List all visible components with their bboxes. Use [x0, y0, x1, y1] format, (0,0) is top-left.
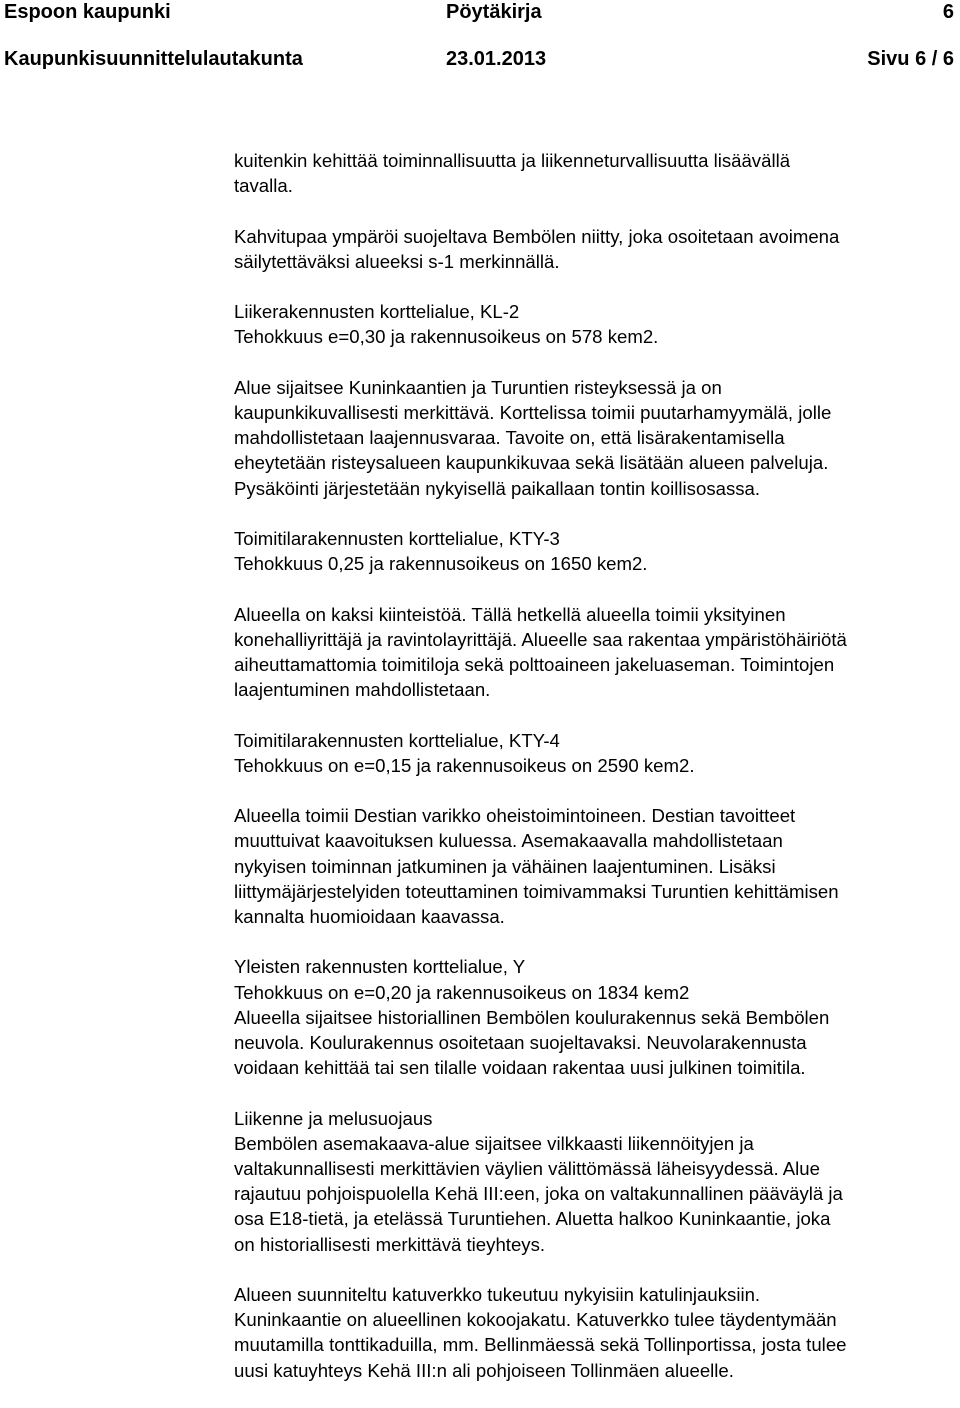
text-line: valtakunnallisesti merkittävien väylien välittömässä läheisyydessä. Alue: [234, 1157, 820, 1179]
text-line: muuttuivat kaavoituksen kuluessa. Asemakaavalla mahdollistetaan: [234, 830, 783, 852]
paragraph: [234, 954, 956, 1080]
text-line: neuvola. Koulurakennus osoitetaan suojeltavaksi. Neuvolarakennusta: [234, 1031, 807, 1053]
header-row-bottom: [4, 47, 954, 72]
text-line: voidaan kehittää tai sen tilalle voidaan rakentaa uusi julkinen toimitila.: [234, 1057, 806, 1079]
text-line: muutamilla tonttikaduilla, mm. Bellinmäessä sekä Tollinportissa, josta tulee: [234, 1334, 847, 1356]
text-line: Tehokkuus e=0,30 ja rakennusoikeus on 578 kem2.: [234, 326, 659, 348]
text-line: Pysäköinti järjestetään nykyisellä paikallaan tontin koillisosassa.: [234, 477, 761, 499]
text-line: Bembölen asemakaava-alue sijaitsee vilkkaasti liikennöityjen ja: [234, 1132, 754, 1154]
document-type: Pöytäkirja: [446, 1, 542, 23]
text-line: nykyisen toiminnan jatkuminen ja vähäinen laajentuminen. Lisäksi: [234, 855, 776, 877]
text-line: tavalla.: [234, 175, 293, 197]
meeting-date: 23.01.2013: [446, 48, 547, 70]
text-line: mahdollistetaan laajennusvaraa. Tavoite on, että lisärakentamisella: [234, 427, 785, 449]
text-line: Liikenne ja melusuojaus: [234, 1107, 433, 1129]
text-line: uusi katuyhteys Kehä III:n ali pohjoiseen Tollinmäen alueelle.: [234, 1359, 734, 1381]
text-line: Alueen suunniteltu katuverkko tukeutuu nykyisiin katulinjauksiin.: [234, 1283, 761, 1305]
committee-name: Kaupunkisuunnittelulautakunta: [4, 48, 303, 70]
paragraph: [234, 375, 956, 501]
text-line: on historiallisesti merkittävä tieyhteys.: [234, 1233, 546, 1255]
text-line: Toimitilarakennusten korttelialue, KTY-4: [234, 729, 560, 751]
text-line: Tehokkuus on e=0,15 ja rakennusoikeus on 2590 kem2.: [234, 754, 695, 776]
text-line: kannalta huomioidaan kaavassa.: [234, 905, 505, 927]
text-line: eheytetään risteysalueen kaupunkikuvaa sekä lisätään alueen palveluja.: [234, 452, 829, 474]
text-line: Alueella sijaitsee historiallinen Bembölen koulurakennus sekä Bembölen: [234, 1006, 830, 1028]
text-line: Alueella on kaksi kiinteistöä. Tällä hetkellä alueella toimii yksityinen: [234, 603, 786, 625]
paragraph: [234, 1282, 956, 1383]
text-line: Yleisten rakennusten korttelialue, Y: [234, 956, 526, 978]
paragraph: [234, 526, 956, 576]
text-line: kaupunkikuvallisesti merkittävä. Korttelissa toimii puutarhamyymälä, jolle: [234, 401, 832, 423]
text-line: kuitenkin kehittää toiminnallisuutta ja liikenneturvallisuutta lisäävällä: [234, 150, 791, 171]
text-line: laajentuminen mahdollistetaan.: [234, 679, 491, 701]
text-line: rajautuu pohjoispuolella Kehä III:een, joka on valtakunnallinen pääväylä ja: [234, 1183, 843, 1205]
text-line: säilytettäväksi alueeksi s-1 merkinnällä.: [234, 250, 560, 272]
text-line: Toimitilarakennusten korttelialue, KTY-3: [234, 527, 560, 549]
text-line: Alue sijaitsee Kuninkaantien ja Turuntien risteyksessä ja on: [234, 376, 722, 398]
organization-name: Espoon kaupunki: [4, 1, 171, 23]
paragraph: [234, 1106, 956, 1257]
paragraph: [234, 148, 956, 198]
page-header: [4, 0, 954, 72]
text-line: konehalliyrittäjä ja ravintolayrittäjä. Alueelle saa rakentaa ympäristöhäiriötä: [234, 628, 847, 650]
text-line: liittymäjärjestelyiden toteuttaminen toimivammaksi Turuntien kehittämisen: [234, 880, 839, 902]
document-body: [234, 148, 956, 1408]
page-number: Sivu 6 / 6: [867, 48, 954, 70]
text-line: Liikerakennusten korttelialue, KL-2: [234, 301, 520, 323]
text-line: Tehokkuus 0,25 ja rakennusoikeus on 1650 kem2.: [234, 553, 648, 575]
paragraph: [234, 728, 956, 778]
text-line: Alueella toimii Destian varikko oheistoimintoineen. Destian tavoitteet: [234, 805, 796, 827]
paragraph: [234, 224, 956, 274]
text-line: Kuninkaantie on alueellinen kokoojakatu. Katuverkko tulee täydentymään: [234, 1309, 837, 1331]
header-row-top: [4, 0, 954, 25]
paragraph: [234, 299, 956, 349]
text-line: osa E18-tietä, ja etelässä Turuntiehen. Aluetta halkoo Kuninkaantie, joka: [234, 1208, 831, 1230]
text-line: Tehokkuus on e=0,20 ja rakennusoikeus on 1834 kem2: [234, 981, 690, 1003]
section-number: 6: [942, 1, 954, 23]
text-line: Kahvitupaa ympäröi suojeltava Bembölen niitty, joka osoitetaan avoimena: [234, 225, 840, 247]
paragraph: [234, 602, 956, 703]
paragraph: [234, 803, 956, 929]
text-line: aiheuttamattomia toimitiloja sekä polttoaineen jakeluaseman. Toimintojen: [234, 653, 835, 675]
